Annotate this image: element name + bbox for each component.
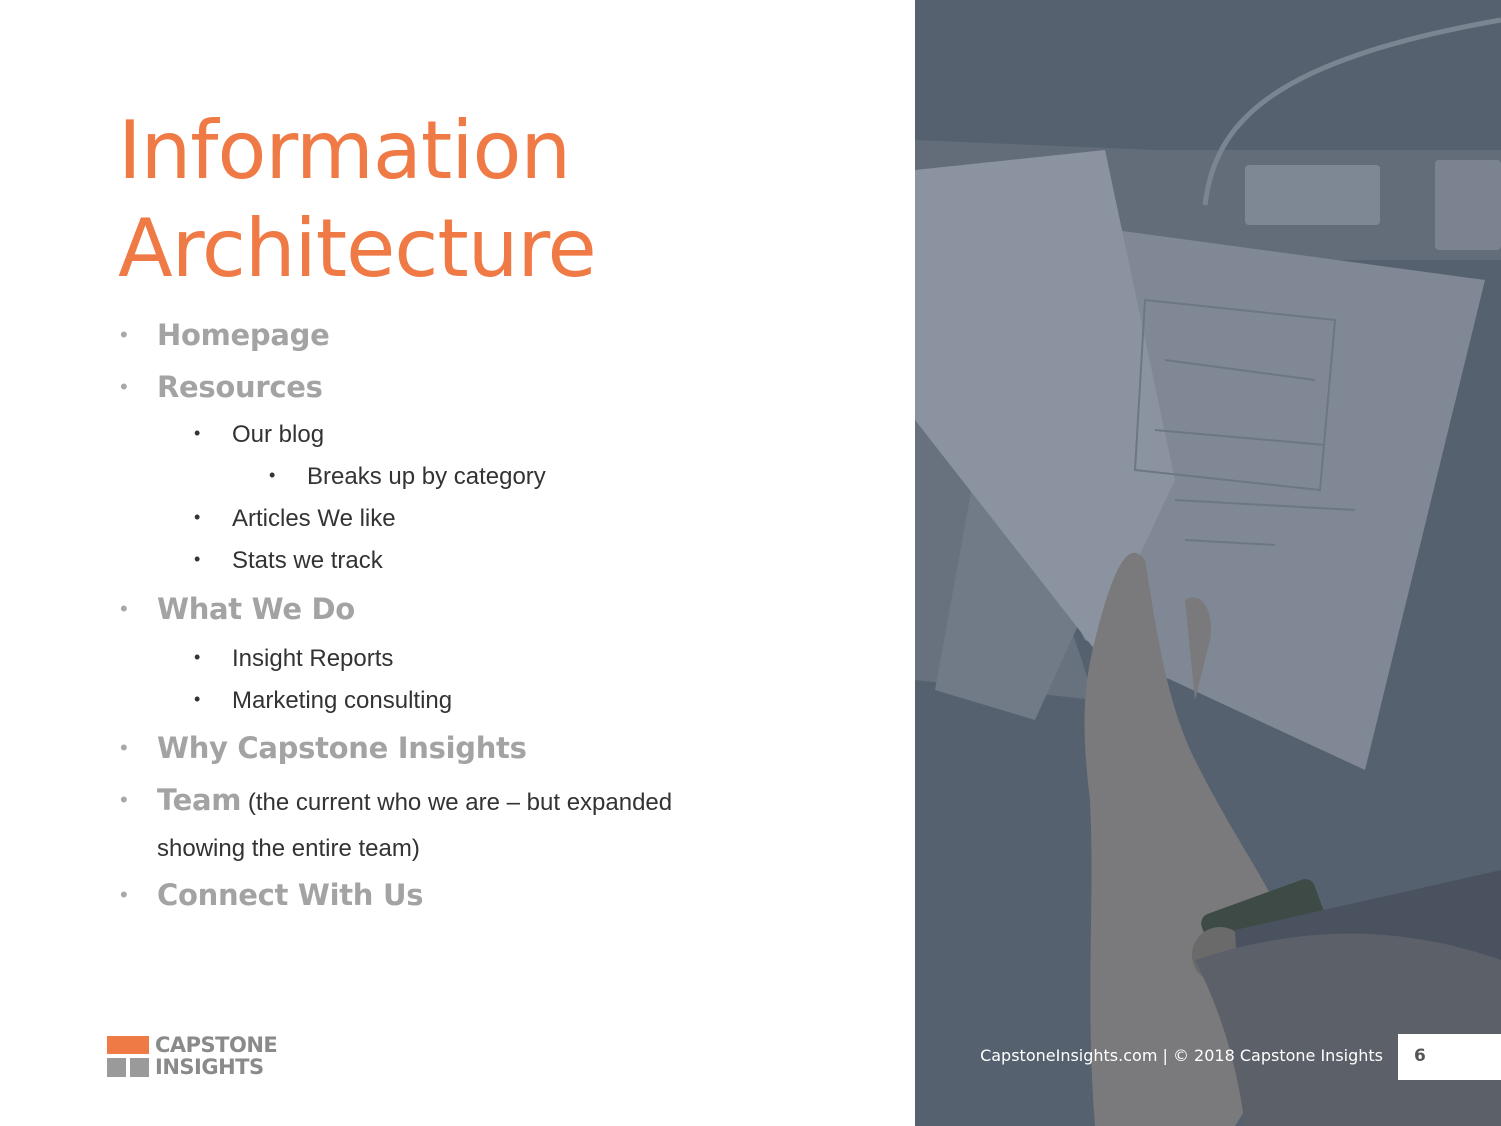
list-item-label: Why Capstone Insights	[157, 731, 527, 765]
list-item-our-blog	[194, 421, 325, 449]
logo-square-gray-left	[107, 1058, 126, 1077]
team-label: Team	[157, 783, 242, 817]
list-item-articles	[194, 505, 396, 533]
desk-sketch-photo	[915, 0, 1501, 1126]
list-item-why	[120, 731, 527, 765]
bullet-icon: •	[194, 549, 201, 569]
list-item-what-we-do	[120, 592, 355, 626]
bullet-icon: •	[194, 423, 201, 443]
background-photo	[915, 0, 1501, 1126]
list-item-label	[157, 783, 672, 817]
bullet-icon: •	[194, 507, 201, 527]
list-item-label: What We Do	[157, 592, 355, 626]
logo-square-gray-right	[130, 1058, 149, 1077]
footer-copyright: CapstoneInsights.com | © 2018 Capstone Insights	[980, 1046, 1383, 1065]
list-item-marketing	[194, 687, 453, 715]
team-description-continued: showing the entire team)	[157, 835, 420, 862]
title-line-2: Architecture	[118, 202, 596, 295]
list-item-label: Articles We like	[232, 505, 396, 532]
page-number-box	[1398, 1034, 1501, 1080]
bullet-icon: •	[120, 882, 128, 907]
team-description: (the current who we are – but expanded	[241, 789, 673, 816]
list-item-resources	[120, 370, 323, 404]
bullet-icon: •	[120, 322, 128, 347]
bullet-icon: •	[120, 787, 128, 812]
list-item-label: Homepage	[157, 318, 330, 352]
page-number: 6	[1414, 1046, 1426, 1066]
bullet-icon: •	[120, 374, 128, 399]
list-item-team	[120, 783, 673, 817]
list-item-label: Insight Reports	[232, 645, 394, 672]
list-item-label: Resources	[157, 370, 323, 404]
list-item-insight-reports	[194, 645, 394, 673]
list-item-homepage	[120, 318, 330, 352]
logo-square-orange	[107, 1036, 149, 1054]
title-line-1: Information	[118, 104, 571, 197]
bullet-icon: •	[120, 596, 128, 621]
list-item-label: Breaks up by category	[307, 463, 546, 490]
list-item-breaks-up	[269, 463, 546, 491]
bullet-icon: •	[120, 735, 128, 760]
logo-wordmark	[155, 1034, 277, 1078]
list-item-label: Stats we track	[232, 547, 383, 574]
list-item-connect	[120, 878, 424, 912]
bullet-icon: •	[194, 647, 201, 667]
bullet-icon: •	[269, 465, 276, 485]
logo-line-2: INSIGHTS	[155, 1055, 264, 1079]
list-item-label: Our blog	[232, 421, 325, 448]
slide-title	[118, 102, 596, 298]
list-item-stats	[194, 547, 383, 575]
list-item-label: Marketing consulting	[232, 687, 453, 714]
bullet-icon: •	[194, 689, 201, 709]
logo-line-1: CAPSTONE	[155, 1033, 278, 1057]
list-item-label: Connect With Us	[157, 878, 424, 912]
